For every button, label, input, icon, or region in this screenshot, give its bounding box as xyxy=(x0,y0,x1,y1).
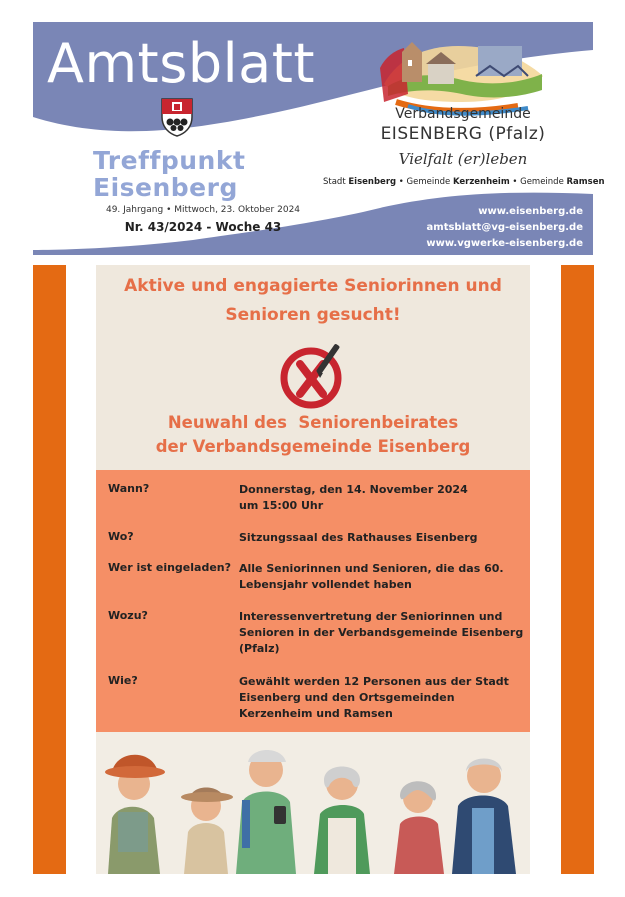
masthead-title: Amtsblatt xyxy=(47,32,316,95)
subtitle-line-2: der Verbandsgemeinde Eisenberg xyxy=(155,437,471,456)
detail-answer: Sitzungssaal des Rathauses Eisenberg xyxy=(239,531,478,544)
website2-link[interactable]: www.vgwerke-eisenberg.de xyxy=(426,238,583,249)
town-item: Gemeinde Kerzenheim xyxy=(406,177,510,187)
detail-question: Wozu? xyxy=(108,609,148,622)
municipality-label: Verbandsgemeinde xyxy=(395,106,531,122)
subtitle-line-1: Neuwahl des Seniorenbeirates xyxy=(167,413,459,432)
right-orange-bar xyxy=(561,265,594,874)
detail-answer: Alle Seniorinnen und Senioren, die das 60. Lebensjahr vollendet haben xyxy=(239,562,504,591)
poster-headline xyxy=(96,272,530,330)
subtitle-line-2: Eisenberg xyxy=(93,173,238,202)
town-item: Gemeinde Ramsen xyxy=(520,177,605,187)
details-box xyxy=(96,470,530,732)
detail-question: Wie? xyxy=(108,674,138,687)
municipality-slogan: Vielfalt (er)leben xyxy=(398,150,528,168)
detail-answer: Donnerstag, den 14. November 2024 um 15:00 Uhr xyxy=(239,483,468,512)
detail-answer: Gewählt werden 12 Personen aus der Stadt Eisenberg und den Ortsgemeinden Kerzenheim und Ramsen xyxy=(239,675,509,720)
issue-number: Nr. 43/2024 - Woche 43 xyxy=(124,220,282,234)
headline-line-1: Aktive und engagierte Seniorinnen und xyxy=(124,276,502,296)
announcement-poster xyxy=(96,265,530,874)
poster-subtitle xyxy=(96,411,530,459)
seniors-illustration xyxy=(96,732,530,874)
website-link[interactable]: www.eisenberg.de xyxy=(478,206,583,217)
ballot-cross-icon xyxy=(273,340,353,410)
left-orange-bar xyxy=(33,265,66,874)
detail-answer: Interessenvertretung der Seniorinnen und Senioren in der Verbandsgemeinde Eisenberg (Pfalz) xyxy=(239,610,524,655)
detail-question: Wann? xyxy=(108,482,150,495)
email-link[interactable]: amtsblatt@vg-eisenberg.de xyxy=(426,222,583,233)
landscape-logo-icon xyxy=(378,36,548,138)
masthead xyxy=(33,22,605,255)
town-item: Stadt Eisenberg xyxy=(323,177,397,187)
masthead-subtitle xyxy=(93,147,263,201)
headline-line-2: Senioren gesucht! xyxy=(225,305,401,325)
coat-of-arms-icon xyxy=(160,97,194,137)
detail-question: Wer ist eingeladen? xyxy=(108,561,231,574)
issue-line: 49. Jahrgang • Mittwoch, 23. Oktober 2024 xyxy=(105,205,301,215)
detail-question: Wo? xyxy=(108,530,134,543)
municipality-name: EISENBERG (Pfalz) xyxy=(380,124,546,144)
contact-block xyxy=(383,204,583,252)
subtitle-line-1: Treffpunkt xyxy=(93,146,246,175)
towns-list: Stadt Eisenberg • Gemeinde Kerzenheim • Gemeinde Ramsen xyxy=(323,177,605,187)
